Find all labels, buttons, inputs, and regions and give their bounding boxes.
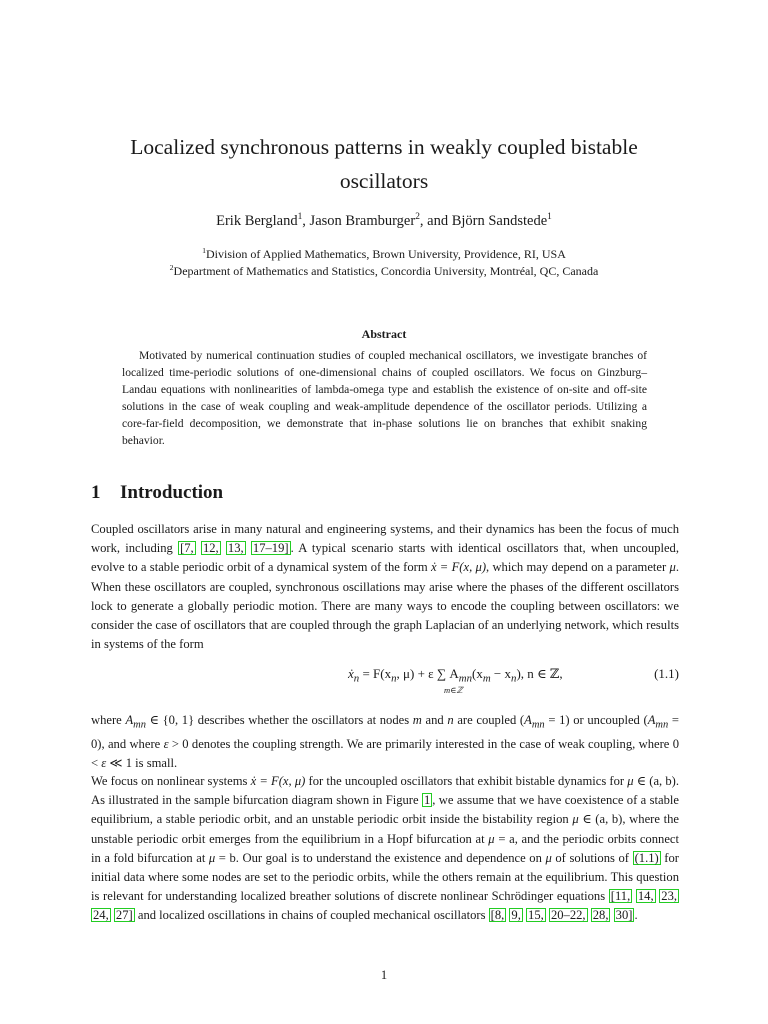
- sum-index: m∈ℤ: [444, 685, 463, 695]
- citation-link[interactable]: 9,: [511, 908, 521, 923]
- eq-rhs3: ), n ∈ ℤ,: [516, 666, 563, 681]
- citation-link[interactable]: 12,: [202, 541, 219, 556]
- author-list: [0, 211, 768, 231]
- eq-rhs2: − x: [490, 666, 512, 681]
- citation-link[interactable]: [8,: [490, 908, 505, 923]
- text-run: are coupled (: [453, 713, 525, 727]
- citation-link[interactable]: [7,: [180, 541, 194, 556]
- author-1: Erik Bergland: [216, 213, 298, 229]
- text-run: where: [91, 713, 126, 727]
- eq-mid2: , μ) + ε ∑ A: [396, 666, 459, 681]
- page-number: 1: [380, 968, 388, 982]
- math-inline: ẋ = F(x, μ): [430, 560, 487, 575]
- math-inline: ε: [101, 755, 107, 770]
- author-2: Jason Bramburger: [309, 213, 416, 229]
- math-subscript: mn: [531, 719, 545, 731]
- text-run: = 0), and where: [91, 713, 679, 751]
- eq-lhs: ẋ: [348, 666, 354, 681]
- math-subscript: mn: [133, 719, 146, 731]
- figure-link[interactable]: 1: [423, 793, 431, 808]
- citation-link[interactable]: 28,: [592, 908, 609, 923]
- affiliation-2: [0, 263, 768, 279]
- paragraph-2: [91, 711, 679, 773]
- affiliation-1-text: Division of Applied Mathematics, Brown University, Providence, RI, USA: [206, 247, 566, 261]
- text-run: . A typical scenario starts with identical oscillators that, when uncoupled, evolve to a stable periodic orbit of a dynamical system of the form: [91, 541, 679, 575]
- eq-lhs-sub: n: [353, 672, 360, 685]
- text-run: , we assume that we have coexistence of a stable equilibrium, a stable periodic orbit, and an unstable periodic orbit inside the bistability region: [91, 793, 679, 827]
- math-inline: m: [412, 713, 422, 727]
- affiliation-1: [0, 246, 768, 262]
- author-separator: ,: [302, 213, 310, 229]
- text-run: for the uncoupled oscillators that exhibit bistable dynamics for: [305, 774, 628, 788]
- author-1-affiliation-mark: 1: [297, 212, 303, 223]
- eq-a-sub: mn: [458, 672, 472, 685]
- citation-link[interactable]: 24,: [93, 908, 109, 923]
- abstract-body: Motivated by numerical continuation studies of coupled mechanical oscillators, we investigate branches of localized time-periodic solutions of one-dimensional chains of coupled oscillators. We focus on Ginzburg–Landau equations with nonlinearities of lambda-omega type and establish the existence of on-site and off-site solutions in the case of weak coupling and weak-amplitude dependence of the oscillator periods. Utilizing a core-far-field decomposition, we demonstrate that in-phase solutions lie on branches that exhibit snaking behavior.: [122, 349, 647, 448]
- title-line-2: oscillators: [339, 169, 429, 193]
- citation-link[interactable]: 15,: [528, 908, 544, 923]
- eq-mid: = F(x: [359, 666, 392, 681]
- citation-link[interactable]: 13,: [227, 541, 244, 556]
- math-inline: A: [125, 713, 134, 727]
- eq-mid-sub: n: [391, 672, 397, 685]
- text-run: > 0 denotes the coupling strength. We are primarily interested in the case of weak coupling, where 0 <: [91, 736, 679, 770]
- eq-rhs-sub-n: n: [511, 672, 517, 685]
- section-title: Introduction: [120, 482, 224, 503]
- eq-rhs: (x: [472, 666, 483, 681]
- citation-link[interactable]: 17–19]: [252, 541, 289, 556]
- text-run: . When these oscillators are coupled, synchronous oscillations may arise where the phases of the different oscillators lock to generate a globally periodic motion. There are many ways to encode the coupling between oscillators: we consider the case of oscillators that are coupled through the graph Laplacian of an underlying network, which results in systems of the form: [91, 560, 679, 652]
- text-run: for initial data where some nodes are set to the periodic orbits, while the others remain at the equilibrium. This question is relevant for understanding localized breather solutions of discrete nonlinear Schrödinger equations: [91, 850, 679, 904]
- author-2-affiliation-mark: 2: [415, 212, 420, 223]
- math-inline: A: [647, 713, 656, 727]
- math-inline: A: [524, 713, 532, 727]
- math-inline: ẋ = F(x, μ): [250, 774, 306, 788]
- affiliation-1-mark: 1: [202, 246, 207, 255]
- author-3-affiliation-mark: 1: [547, 212, 552, 223]
- text-run: ∈ (a, b), where the unstable periodic orbit emerges from the equilibrium in a Hopf bifurcation at: [91, 812, 679, 846]
- author-separator: , and: [419, 213, 452, 229]
- math-inline: μ: [572, 812, 579, 827]
- math-inline: μ: [488, 831, 495, 846]
- citation-link[interactable]: [11,: [610, 889, 631, 904]
- text-run: = 1) or uncoupled (: [544, 713, 648, 727]
- text-run: Coupled oscillators arise in many natural and engineering systems, and their dynamics has been the focus of much work, including: [91, 522, 679, 556]
- text-run: = a, and the periodic orbits connect in a fold bifurcation at: [91, 831, 679, 865]
- paragraph-1: [91, 520, 679, 654]
- equation-number: (1.1): [654, 666, 679, 681]
- section-heading: [91, 480, 223, 506]
- affiliation-2-mark: 2: [169, 263, 174, 272]
- citation-link[interactable]: 23,: [661, 889, 678, 904]
- citation-link[interactable]: 27]: [115, 908, 133, 923]
- citation-link[interactable]: 30]: [615, 908, 633, 923]
- paragraph-3: [91, 772, 679, 926]
- math-inline: μ: [208, 850, 216, 865]
- affiliation-2-text: Department of Mathematics and Statistics, Concordia University, Montréal, QC, Canada: [173, 264, 599, 278]
- text-run: and: [421, 713, 448, 727]
- math-inline: n: [447, 713, 454, 727]
- citation-link[interactable]: 14,: [637, 889, 654, 904]
- abstract-heading: Abstract: [361, 327, 407, 341]
- math-inline: ε: [163, 736, 169, 751]
- equation-1-1: [91, 660, 679, 700]
- text-run: We focus on nonlinear systems: [91, 774, 251, 788]
- paper-title: [0, 130, 768, 198]
- math-inline: μ: [627, 774, 634, 788]
- text-run: = b. Our goal is to understand the existence and dependence on: [215, 850, 546, 865]
- text-run: and localized oscillations in chains of coupled mechanical oscillators: [134, 908, 489, 923]
- eq-rhs-sub-m: m: [482, 672, 491, 685]
- equation-link[interactable]: (1.1): [634, 850, 659, 865]
- math-inline: μ: [545, 850, 552, 865]
- math-subscript: mn: [655, 719, 669, 731]
- title-line-1: Localized synchronous patterns in weakly coupled bistable: [130, 135, 638, 159]
- text-run: ∈ {0, 1} describes whether the oscillators at nodes: [145, 713, 413, 727]
- equation-body: [348, 666, 563, 685]
- citation-link[interactable]: 20–22,: [550, 908, 586, 923]
- text-run: ∈ (a, b). As illustrated in the sample bifurcation diagram shown in Figure: [91, 774, 679, 808]
- text-run: of solutions of: [551, 850, 633, 865]
- math-inline: μ: [669, 560, 676, 575]
- text-run: .: [634, 908, 638, 923]
- section-number: 1: [91, 482, 101, 503]
- author-3: Björn Sandstede: [451, 213, 548, 229]
- text-run: ≪ 1 is small.: [106, 755, 178, 770]
- text-run: , which may depend on a parameter: [486, 560, 670, 575]
